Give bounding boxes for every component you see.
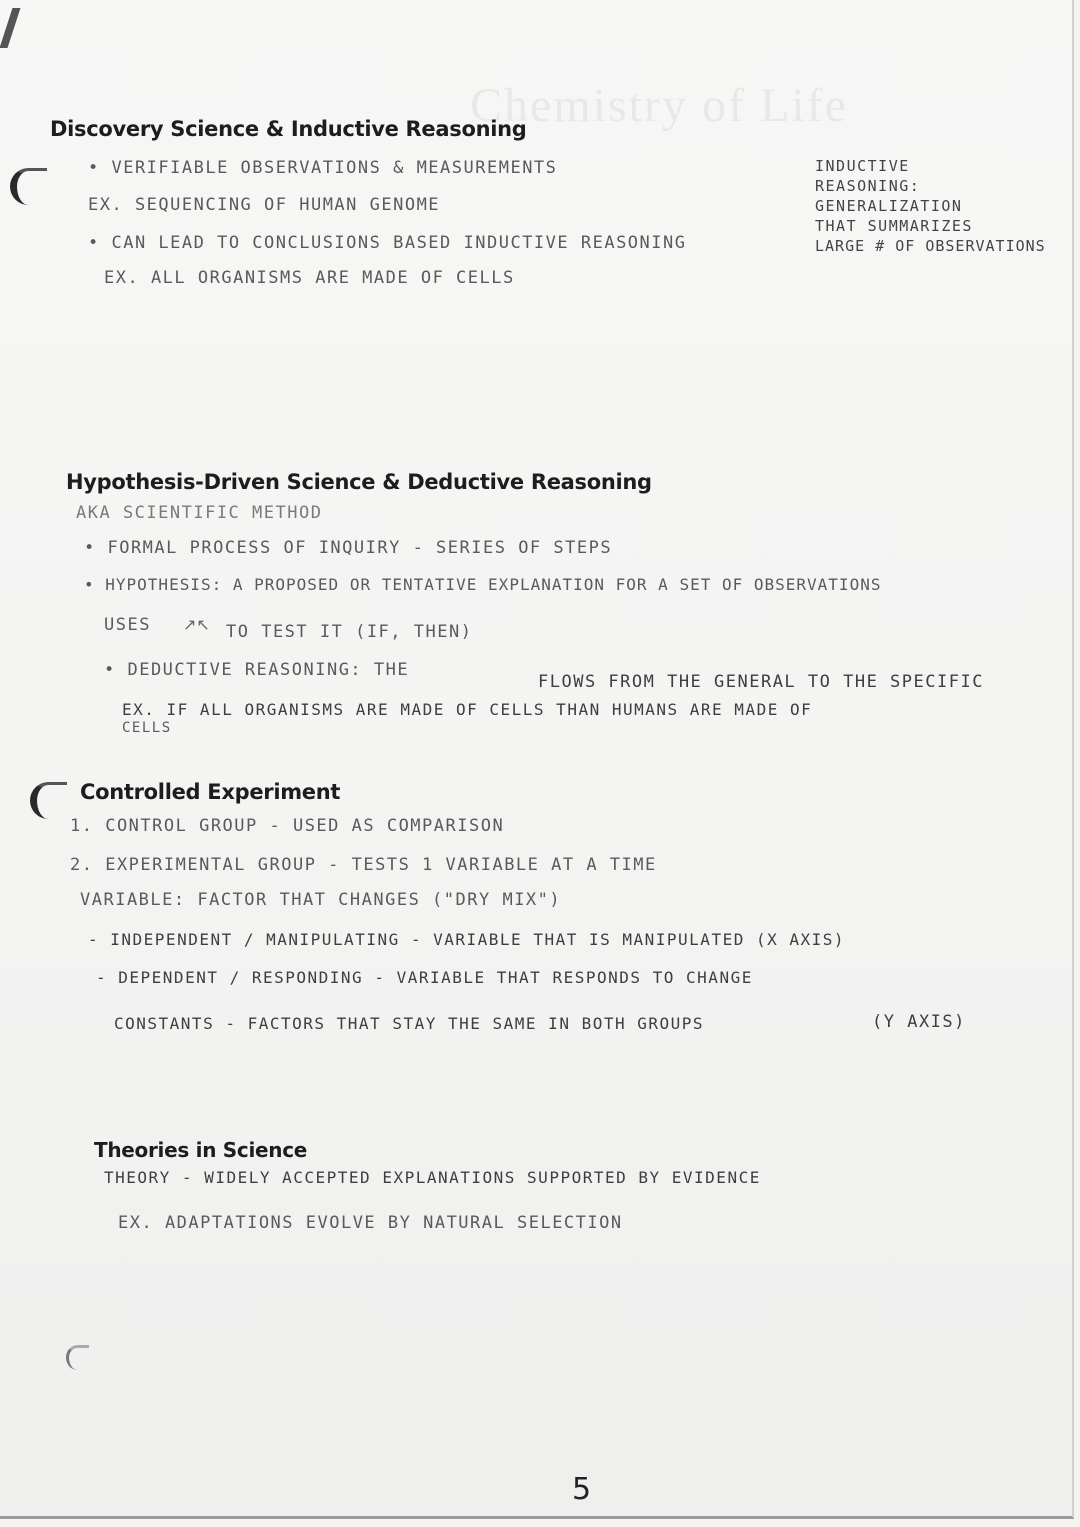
note-line: • DEDUCTIVE REASONING: THE — [104, 660, 410, 680]
margin-note-line: GENERALIZATION — [815, 197, 963, 215]
corner-mark — [0, 8, 20, 48]
note-line: • VERIFIABLE OBSERVATIONS & MEASUREMENTS — [88, 158, 558, 178]
bleed-through-text: Chemistry of Life — [470, 79, 848, 132]
margin-note-line: THAT SUMMARIZES — [815, 217, 973, 235]
margin-note — [815, 156, 1046, 256]
note-line: - INDEPENDENT / MANIPULATING - VARIABLE THAT IS MANIPULATED (X AXIS) — [88, 930, 846, 949]
section-heading-hypothesis: Hypothesis-Driven Science & Deductive Reasoning — [66, 470, 652, 494]
note-line: (Y AXIS) — [872, 1012, 966, 1032]
punch-hole-icon — [66, 1345, 89, 1370]
punch-hole-icon — [10, 168, 47, 205]
note-line: • HYPOTHESIS: A PROPOSED OR TENTATIVE EXPLANATION FOR A SET OF OBSERVATIONS — [84, 575, 882, 594]
page-number: 5 — [572, 1472, 592, 1507]
note-line: AKA SCIENTIFIC METHOD — [76, 503, 323, 523]
note-line: VARIABLE: FACTOR THAT CHANGES ("DRY MIX") — [80, 890, 562, 910]
note-line: CELLS — [122, 720, 172, 736]
note-line: EX. ALL ORGANISMS ARE MADE OF CELLS — [104, 268, 515, 288]
note-line: - DEPENDENT / RESPONDING - VARIABLE THAT RESPONDS TO CHANGE — [96, 968, 753, 987]
note-line: EX. IF ALL ORGANISMS ARE MADE OF CELLS THAN HUMANS ARE MADE OF — [122, 700, 813, 719]
note-line: 1. CONTROL GROUP - USED AS COMPARISON — [70, 816, 505, 836]
note-line: CONSTANTS - FACTORS THAT STAY THE SAME IN BOTH GROUPS — [114, 1014, 705, 1033]
section-heading-theories: Theories in Science — [94, 1138, 308, 1162]
punch-hole-icon — [30, 782, 67, 819]
section-heading-discovery: Discovery Science & Inductive Reasoning — [50, 117, 527, 141]
section-heading-controlled: Controlled Experiment — [80, 780, 341, 804]
note-line: EX. SEQUENCING OF HUMAN GENOME — [88, 195, 441, 215]
note-line: • FORMAL PROCESS OF INQUIRY - SERIES OF STEPS — [84, 538, 613, 558]
note-line: TO TEST IT (IF, THEN) — [226, 622, 473, 642]
note-line: FLOWS FROM THE GENERAL TO THE SPECIFIC — [538, 672, 984, 692]
arrow-icon: ↗↖ — [183, 617, 210, 634]
note-line: • CAN LEAD TO CONCLUSIONS BASED INDUCTIVE REASONING — [88, 233, 687, 253]
note-line: EX. ADAPTATIONS EVOLVE BY NATURAL SELECTION — [118, 1213, 623, 1233]
margin-note-line: REASONING: — [815, 177, 921, 195]
margin-note-line: LARGE # OF OBSERVATIONS — [815, 237, 1046, 255]
margin-note-line: INDUCTIVE — [815, 157, 910, 175]
note-line: THEORY - WIDELY ACCEPTED EXPLANATIONS SUPPORTED BY EVIDENCE — [104, 1168, 761, 1187]
note-line: 2. EXPERIMENTAL GROUP - TESTS 1 VARIABLE AT A TIME — [70, 855, 657, 875]
note-line: USES — [104, 615, 151, 635]
